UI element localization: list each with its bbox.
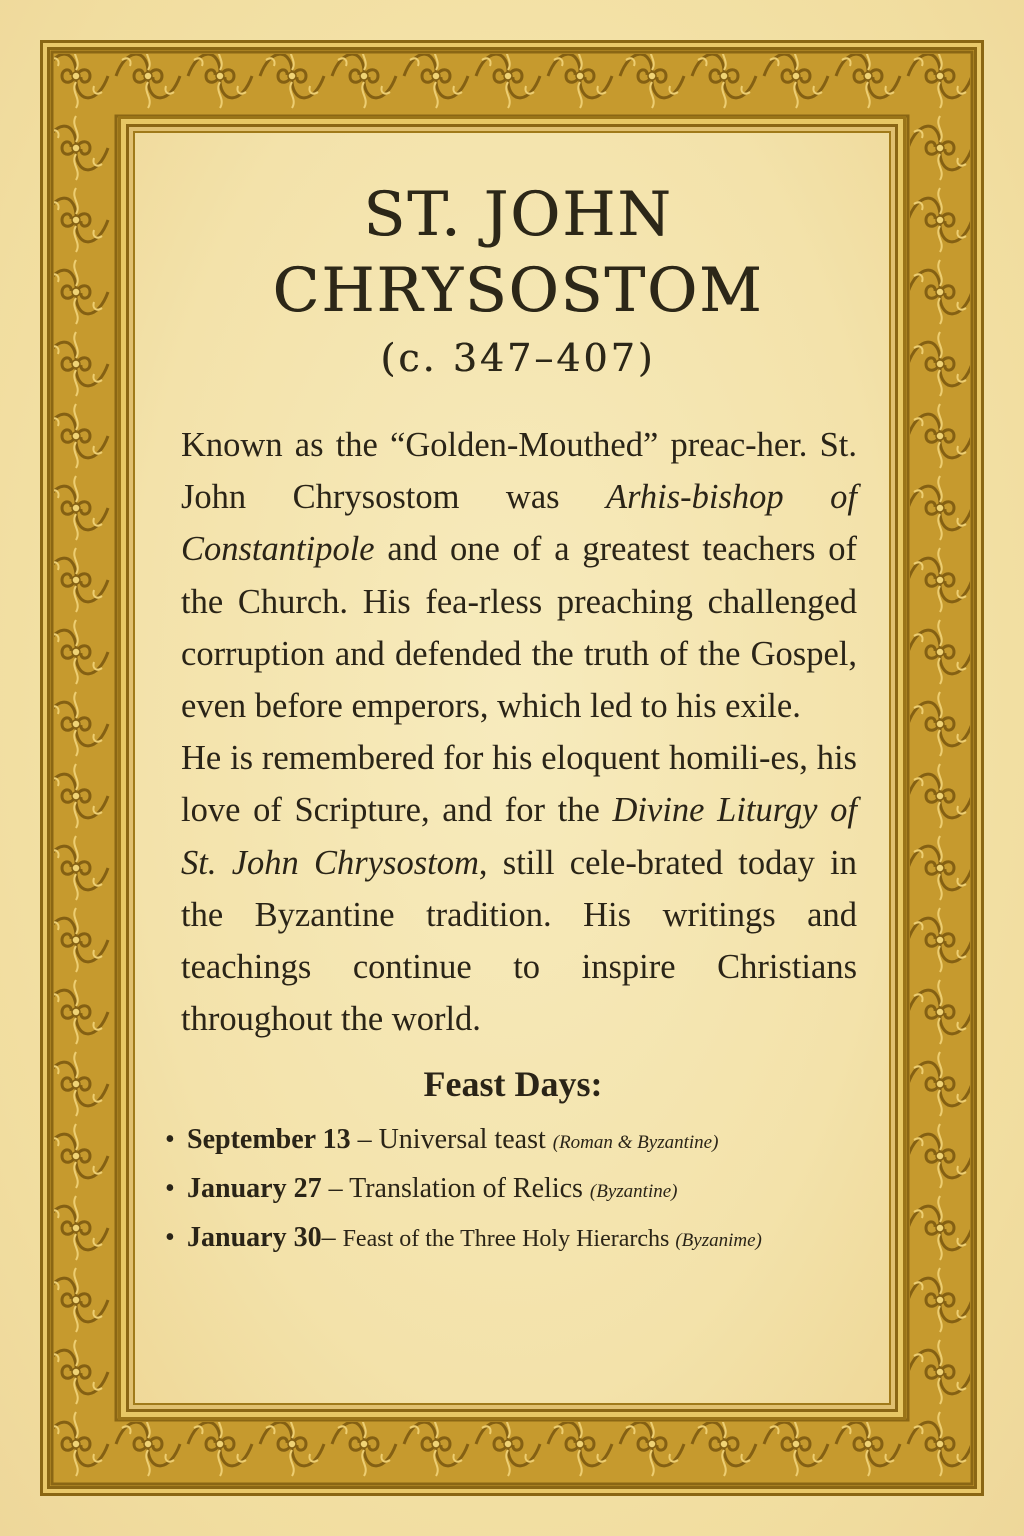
biography-paragraph-2 — [181, 732, 857, 1045]
paragraph-2-italic: Divine Liturgy of St. John Chrysostom — [181, 791, 857, 882]
page-title — [181, 177, 855, 329]
feast-separator: – — [350, 1124, 379, 1156]
feast-date: September 13 — [187, 1124, 351, 1156]
feast-item — [165, 1117, 855, 1166]
feast-date: January 27 — [187, 1173, 322, 1205]
feast-days-heading: Feast Days: — [423, 1064, 603, 1105]
life-dates: (c. 347–407) — [380, 336, 656, 380]
feast-description: Universal teast — [378, 1124, 553, 1156]
paragraph-1-italic: Arhis-bishop of Constantipole — [181, 478, 857, 569]
bullet-icon: • — [165, 1124, 175, 1156]
bullet-icon: • — [165, 1173, 175, 1205]
title-line-1: ST. JOHN — [363, 179, 673, 250]
feast-separator: – — [321, 1222, 343, 1254]
feast-separator: – — [321, 1173, 350, 1205]
feast-date: January 30 — [187, 1222, 322, 1254]
feast-days-list — [165, 1117, 855, 1264]
biography-text — [181, 419, 857, 1045]
feast-tradition: (Byzanime) — [675, 1230, 762, 1252]
feast-item — [165, 1215, 855, 1264]
biography-paragraph-1 — [181, 419, 857, 732]
feast-description: Translation of Relics — [349, 1173, 590, 1205]
paragraph-1-text-b: and one of a greatest teachers of the Church. His fea-rless preaching challenged corruption and defended the truth of the Gospel, even before emperors, which led to his exile. — [181, 530, 857, 726]
paragraph-1-text-a: Known as the “Golden-Mouthed” preac-her. St. John Chrysostom was — [181, 426, 857, 517]
feast-item — [165, 1166, 855, 1215]
feast-tradition: (Byzantine) — [589, 1181, 678, 1203]
text-panel — [126, 124, 898, 1412]
bullet-icon: • — [165, 1222, 175, 1254]
paragraph-2-text-a: He is remembered for his eloquent homili-es, his love of Scripture, and for the — [181, 739, 857, 830]
title-line-2: CHRYSOSTOM — [272, 255, 764, 326]
feast-tradition: (Roman & Byzantine) — [552, 1132, 719, 1154]
panel-content — [129, 127, 895, 1409]
feast-description: Feast of the Three Holy Hierarchs — [342, 1226, 676, 1253]
paragraph-2-text-b: , still cele-brated today in the Byzantine tradition. His writings and teachings continue to inspire Christians throughout the world. — [181, 843, 857, 1039]
